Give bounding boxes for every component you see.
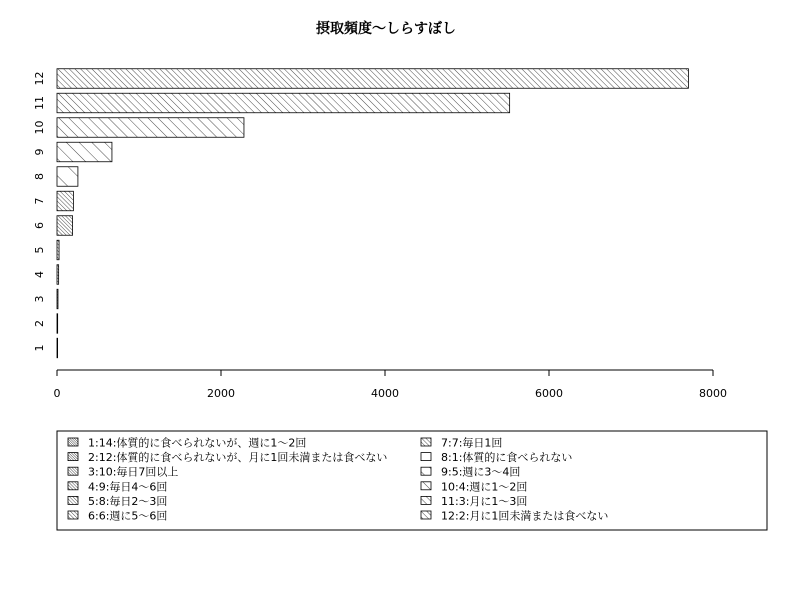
legend-label: 4:9:毎日4〜6回: [88, 480, 168, 494]
legend-swatch: [68, 438, 78, 446]
bar-11: [57, 93, 510, 113]
legend-label: 3:10:毎日7回以上: [88, 465, 179, 479]
y-tick-label: 2: [33, 320, 46, 327]
bar-5: [57, 240, 59, 260]
x-tick-label: 2000: [207, 387, 235, 400]
legend-swatch: [68, 482, 78, 490]
bar-12: [57, 69, 688, 89]
bar-10: [57, 118, 244, 138]
bar-2: [57, 314, 58, 334]
bar-8: [57, 167, 78, 187]
legend-label: 6:6:週に5〜6回: [88, 509, 168, 523]
legend-swatch: [68, 453, 78, 461]
legend-label: 11:3:月に1〜3回: [441, 494, 528, 508]
legend-swatch: [68, 511, 78, 519]
legend-label: 8:1:体質的に食べられない: [441, 451, 573, 465]
legend-swatch: [421, 467, 431, 475]
legend-swatch: [421, 482, 431, 490]
y-tick-label: 5: [33, 246, 46, 254]
y-tick-label: 3: [33, 295, 46, 303]
y-tick-label: 8: [33, 173, 46, 180]
legend: [57, 431, 767, 530]
y-tick-label: 7: [33, 197, 46, 205]
legend-label: 5:8:毎日2〜3回: [88, 494, 168, 508]
x-axis: [54, 370, 728, 400]
legend-swatch: [68, 467, 78, 475]
bar-7: [57, 191, 73, 211]
x-tick-label: 6000: [535, 387, 563, 400]
bar-4: [57, 265, 59, 285]
legend-swatch: [421, 453, 431, 461]
legend-swatch: [421, 438, 431, 446]
x-tick-label: 8000: [699, 387, 727, 400]
legend-swatch: [421, 511, 431, 519]
legend-swatch: [68, 496, 78, 504]
legend-label: 2:12:体質的に食べられないが、月に1回未満または食べない: [88, 451, 388, 465]
y-tick-label: 12: [33, 71, 46, 86]
legend-label: 10:4:週に1〜2回: [441, 480, 528, 494]
y-tick-label: 9: [33, 148, 46, 156]
bars-group: [57, 69, 688, 358]
legend-label: 12:2:月に1回未満または食べない: [441, 509, 609, 523]
y-tick-label: 10: [33, 120, 46, 135]
y-tick-label: 6: [33, 222, 46, 229]
legend-label: 7:7:毎日1回: [441, 436, 503, 450]
y-tick-label: 4: [33, 271, 46, 278]
legend-label: 9:5:週に3〜4回: [441, 465, 521, 479]
bar-3: [57, 289, 58, 309]
x-tick-label: 4000: [371, 387, 399, 400]
bar-1: [57, 338, 58, 358]
y-tick-label: 1: [33, 344, 46, 352]
bar-6: [57, 216, 73, 236]
x-tick-label: 0: [53, 387, 61, 400]
y-axis: [33, 72, 46, 352]
legend-swatch: [421, 496, 431, 504]
chart-title: 摂取頻度〜しらすぼし: [316, 21, 456, 37]
bar-9: [57, 142, 112, 162]
legend-label: 1:14:体質的に食べられないが、週に1〜2回: [88, 436, 307, 450]
y-tick-label: 11: [33, 96, 46, 110]
